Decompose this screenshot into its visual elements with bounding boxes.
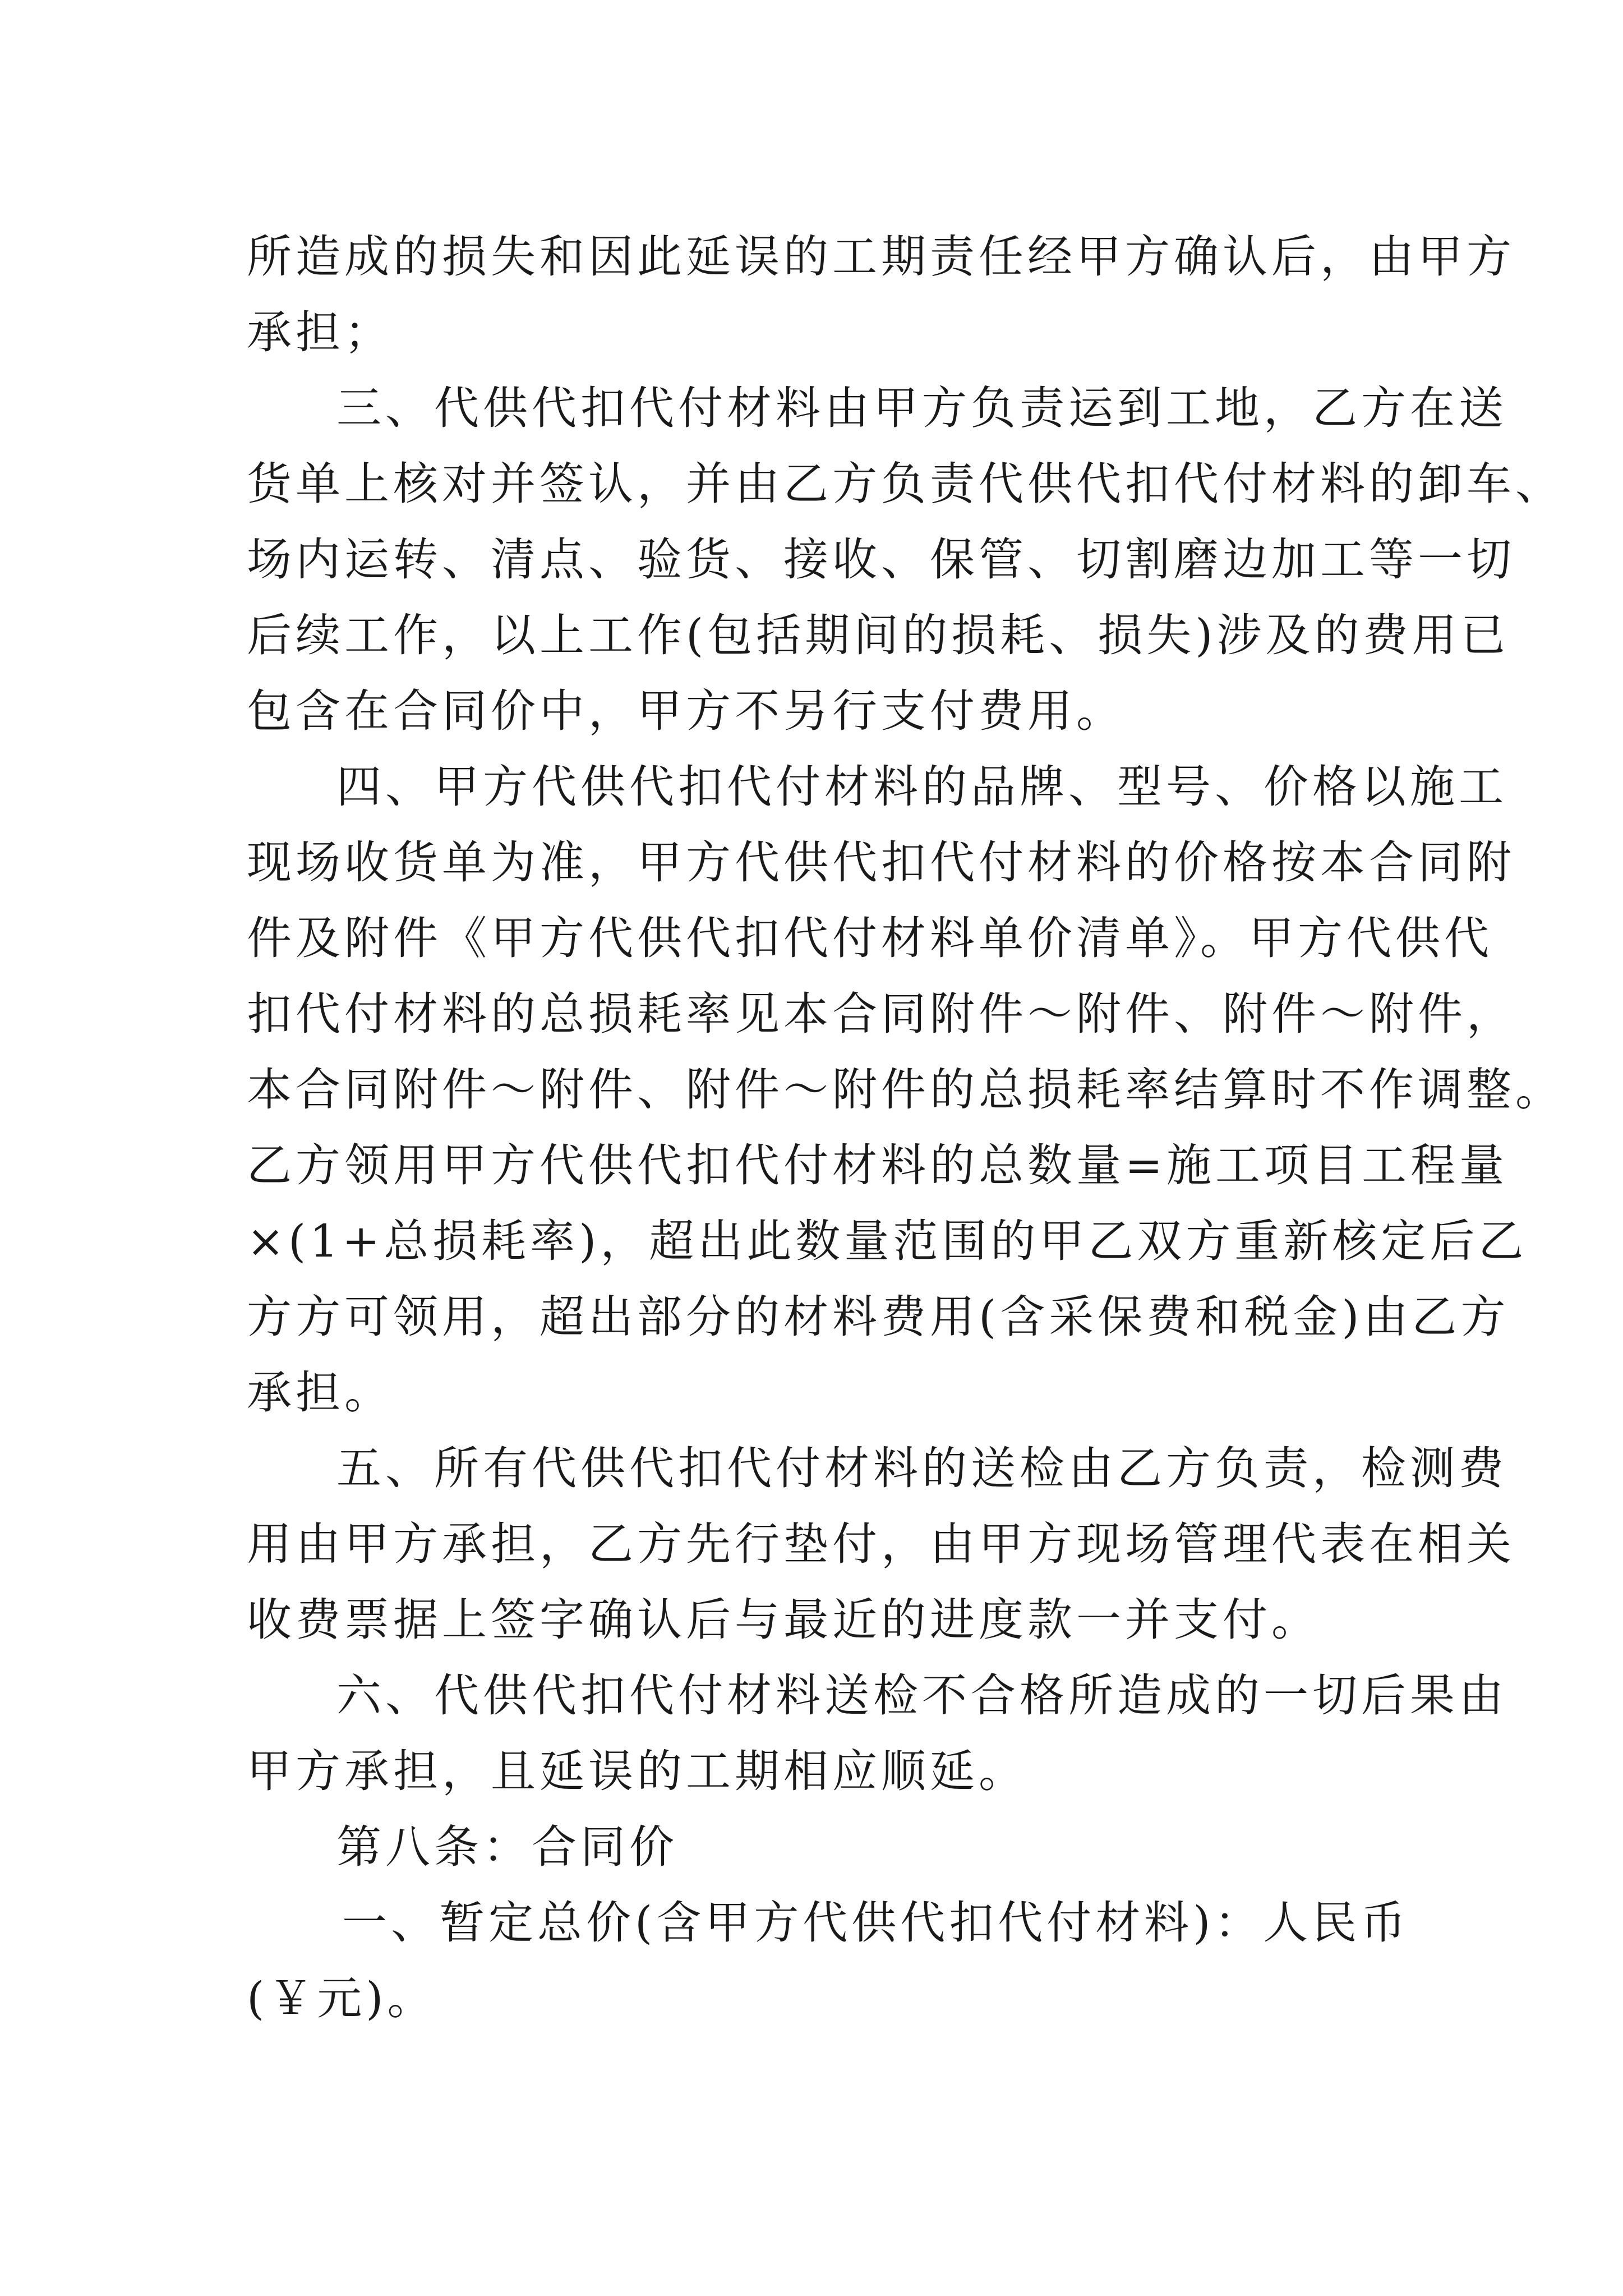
text-line: 后续工作，以上工作(包括期间的损耗、损失)涉及的费用已 xyxy=(247,609,1510,661)
text-line: 四、甲方代供代扣代付材料的品牌、型号、价格以施工 xyxy=(336,761,1507,813)
text-line: 乙方领用甲方代供代扣代付材料的总数量=施工项目工程量 xyxy=(247,1139,1509,1191)
paragraph-continuation xyxy=(247,219,1515,370)
text-line: 方方可领用，超出部分的材料费用(含采保费和税金)由乙方 xyxy=(247,1291,1510,1343)
article-heading: 第八条：合同价 xyxy=(336,1821,678,1873)
text-line: ×(1+总损耗率)，超出此数量范围的甲乙双方重新核定后乙 xyxy=(247,1215,1528,1267)
clause-six xyxy=(247,1658,1507,1809)
text-line: 承担。 xyxy=(247,1366,393,1419)
text-line: 所造成的损失和因此延误的工期责任经甲方确认后，由甲方 xyxy=(247,231,1515,283)
text-line: 三、代供代扣代付材料由甲方负责运到工地，乙方在送 xyxy=(336,382,1507,434)
text-line: 场内运转、清点、验货、接收、保管、切割磨边加工等一切 xyxy=(247,533,1515,586)
clause-five xyxy=(247,1430,1515,1658)
text-line: 用由甲方承担，乙方先行垫付，由甲方现场管理代表在相关 xyxy=(247,1518,1515,1570)
price-clause xyxy=(247,1885,1410,2036)
text-line: 一、暂定总价(含甲方代供代扣代付材料)：人民币 xyxy=(342,1897,1410,1949)
text-line: 扣代付材料的总损耗率见本合同附件～附件、附件～附件， xyxy=(247,988,1515,1040)
article-eight-heading xyxy=(247,1809,1380,1885)
text-line: 六、代供代扣代付材料送检不合格所造成的一切后果由 xyxy=(336,1669,1507,1722)
text-line: 本合同附件～附件、附件～附件的总损耗率结算时不作调整。 xyxy=(247,1064,1564,1116)
text-line: 现场收货单为准，甲方代供代扣代付材料的价格按本合同附 xyxy=(247,836,1515,889)
text-line: 件及附件《甲方代供代扣代付材料单价清单》。甲方代供代 xyxy=(247,912,1493,964)
text-line: 货单上核对并签认，并由乙方负责代供代扣代付材料的卸车、 xyxy=(247,458,1564,510)
text-line: 五、所有代供代扣代付材料的送检由乙方负责，检测费 xyxy=(336,1442,1507,1494)
text-line: (￥元)。 xyxy=(247,1972,436,2024)
text-line: 甲方承担，且延误的工期相应顺延。 xyxy=(247,1745,1027,1797)
text-line: 收费票据上签字确认后与最近的进度款一并支付。 xyxy=(247,1594,1320,1646)
text-line: 包含在合同价中，甲方不另行支付费用。 xyxy=(247,685,1125,737)
text-line: 承担； xyxy=(247,306,393,358)
clause-four xyxy=(247,749,1564,1430)
clause-three xyxy=(247,370,1564,749)
